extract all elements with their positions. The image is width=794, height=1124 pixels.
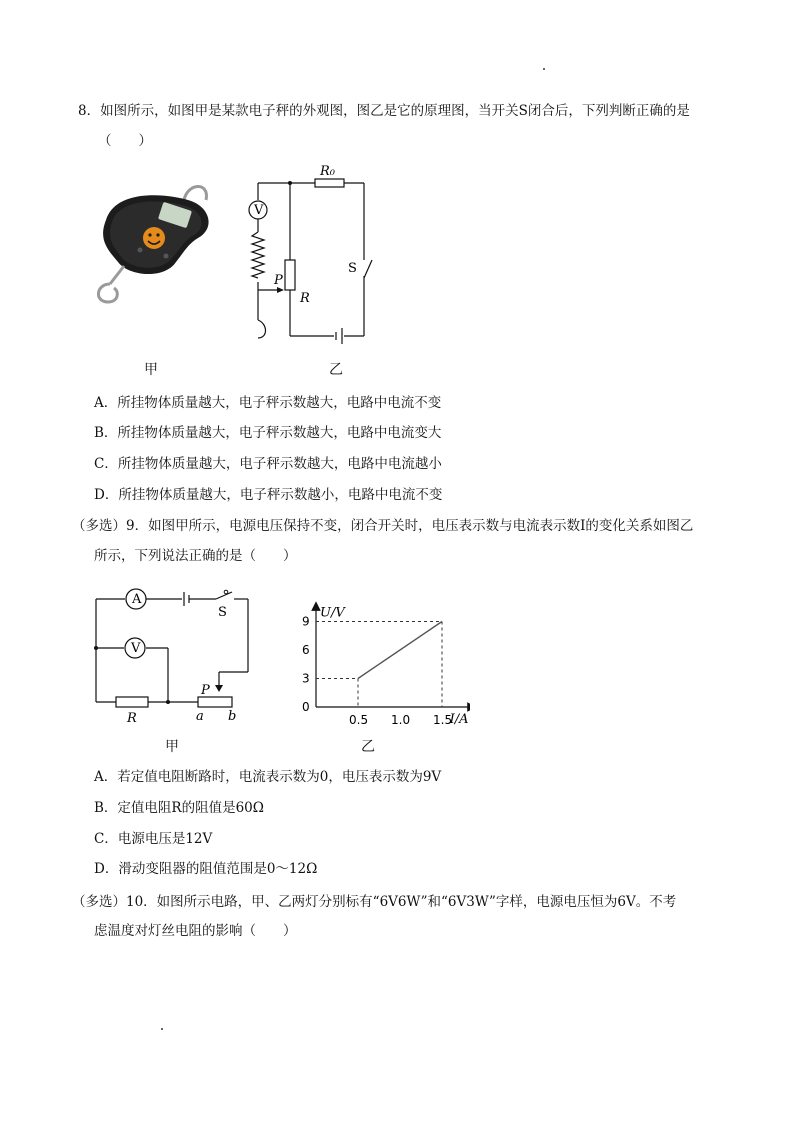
x-axis-label: I/A: [449, 712, 469, 727]
page-dot-bottom: [161, 1028, 163, 1030]
label-r0: R₀: [320, 164, 335, 179]
x-tick-label: 0.5: [349, 713, 369, 727]
q9-prefix: （多选）: [72, 518, 126, 534]
y-tick-label: 3: [302, 671, 310, 686]
q8-fig-left-caption: 甲: [144, 362, 158, 378]
q9-option-c: C．电源电压是12V: [94, 831, 213, 847]
scale-bottom-hook: [98, 284, 117, 302]
q9-option-d: D．滑动变阻器的阻值范围是0～12Ω: [94, 861, 318, 877]
label-r: R: [300, 291, 310, 306]
q8-stem-line1: [78, 102, 690, 120]
q8-fig-right-caption: 乙: [329, 362, 343, 378]
q9-label-b: b: [228, 709, 237, 724]
spring: [252, 232, 264, 278]
q9-figure-circuit: [88, 582, 258, 732]
q8-figure-circuit: [240, 160, 380, 350]
q9-slider-arrow-p: [215, 685, 223, 692]
q8-option-a: A．所挂物体质量越大，电子秤示数越大，电路中电流不变: [94, 395, 442, 411]
fixed-resistor-r: [116, 697, 148, 707]
circuit-hook: [258, 320, 266, 338]
label-v: V: [254, 203, 264, 218]
label-p: P: [274, 273, 283, 288]
q9-option-a: A．若定值电阻断路时，电流表示数为0，电压表示数为9V: [94, 769, 442, 785]
q8-stem-line2: （ ）: [98, 133, 152, 149]
q8-option-c: C．所挂物体质量越大，电子秤示数越大，电路中电流越小: [94, 456, 442, 472]
q10-stem-line2: 虑温度对灯丝电阻的影响（ ）: [94, 923, 297, 939]
q9-stem: 9．如图甲所示，电源电压保持不变，闭合开关时，电压表示数与电流表示数I的变化关系如图乙: [126, 518, 694, 534]
q9-fig-right-caption: 乙: [361, 739, 375, 755]
q9-option-b: B．定值电阻R的阻值是60Ω: [94, 800, 264, 816]
q10-stem-line1: [72, 893, 676, 911]
q10-prefix: （多选）: [72, 894, 126, 910]
q9-label-p: P: [201, 683, 210, 698]
scale-top-ring: [184, 187, 206, 201]
y-axis-label: U/V: [320, 605, 345, 621]
q9-label-s: S: [218, 605, 227, 620]
q9-label-a-meter: A: [132, 592, 142, 607]
q9-fig-left-caption: 甲: [165, 739, 179, 755]
q8-option-b: B．所挂物体质量越大，电子秤示数越大，电路中电流变大: [94, 425, 442, 441]
y-tick-label: 6: [302, 643, 310, 657]
scale-orange-face: [143, 227, 165, 249]
q9-label-v-meter: V: [131, 641, 141, 656]
u-i-line: [358, 622, 442, 679]
switch-s: [364, 260, 372, 278]
label-s: S: [348, 261, 357, 276]
x-tick-label: 1.5: [433, 713, 453, 727]
page-dot-top: [543, 68, 545, 70]
q9-ui-graph: [290, 575, 470, 735]
q8-option-d: D．所挂物体质量越大，电子秤示数越小，电路中电流不变: [94, 487, 443, 503]
q10-stem: 10．如图所示电路，甲、乙两灯分别标有“6V6W”和“6V3W”字样，电源电压恒为6V。不考: [126, 894, 677, 910]
r0-resistor: [315, 179, 344, 187]
slide-rheostat: [198, 697, 232, 707]
q9-stem-line2: 所示，下列说法正确的是（ ）: [94, 548, 297, 564]
x-tick-label: 1.0: [391, 713, 411, 727]
q8-stem: 如图所示，如图甲是某款电子秤的外观图，图乙是它的原理图，当开关S闭合后，下列判断正确的是: [100, 103, 690, 119]
q9-stem-line1: [72, 517, 693, 535]
q8-number: 8．: [78, 103, 101, 119]
rheostat-r: [285, 260, 295, 290]
q9-label-a: a: [196, 709, 204, 724]
q8-figure-scale-photo: [88, 180, 228, 310]
y-tick-label: 9: [302, 614, 310, 629]
y-tick-label: 0: [302, 700, 310, 714]
q9-label-r: R: [127, 711, 137, 726]
